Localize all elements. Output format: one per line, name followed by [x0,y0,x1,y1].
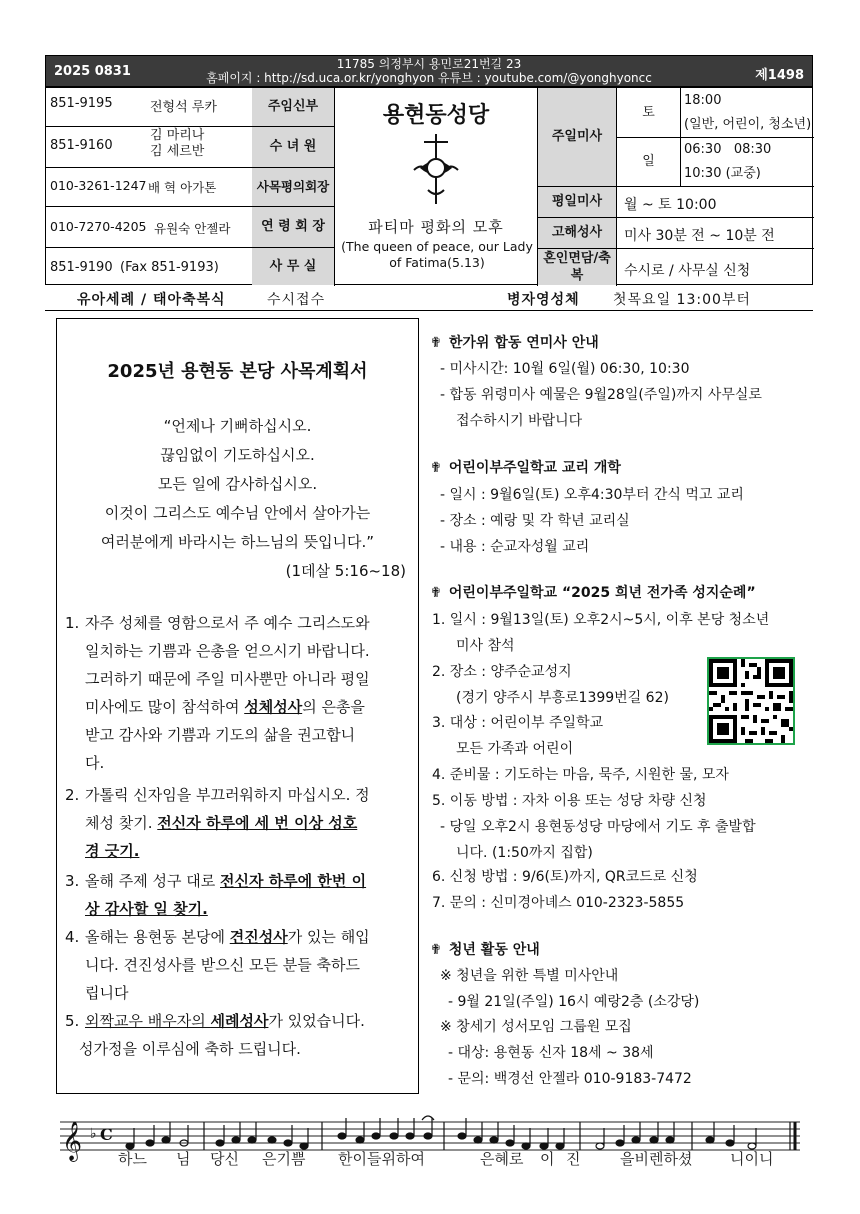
baptism-value: 수시접수 [267,292,326,308]
lyric-syllable: 님 [176,1150,191,1168]
notice-title: 어린이부주일학교 “2025 희년 전가족 성지순례” [448,585,756,601]
notice-line: 1. 일시 : 9월13일(토) 오후2시~5시, 이후 본당 청소년 [432,612,770,628]
church-name: 용현동성당 [382,103,490,128]
sunday-time: 06:30 08:30 [684,142,772,157]
address-line: 11785 의정부시 용민로21번길 23 [336,57,522,71]
notice-line: ※ 창세기 성서모임 그룹원 모집 [440,1019,632,1035]
plan-item-3: 3. 올해 주제 성구 대로 전신자 하루에 한번 이 상 감사할 일 찾기. [65,872,367,918]
column-divider [680,88,681,186]
patron-korean: 파티마 평화의 모후 [368,218,504,236]
saturday-label: 토 [616,88,680,137]
plan-text: 다. [85,754,105,772]
notice-pilgrimage-title [430,580,756,606]
plan-item-4: 4. 올해는 용현동 본당에 견진성사가 있는 해입 니다. 견진성사를 받으신 모든 분들 축하드 립니다 [65,928,370,1002]
lyric-syllable: 이 [540,1150,555,1168]
plan-text: 체성 찾기. [85,814,158,832]
plan-text: 자주 성체를 영함으로서 주 예수 그리스도와 [85,614,370,632]
weekday-mass-time: 월 ~ 토 10:00 [624,197,717,213]
contact-role: 수 녀 원 [252,127,334,167]
plan-highlight: 상 감사할 일 찾기. [85,900,208,918]
contact-role: 연 령 회 장 [252,207,334,247]
lyric-syllable: 한이들위하여 [338,1150,425,1168]
svg-text:C: C [100,1125,113,1144]
notice-line: - 내용 : 순교자성월 교리 [440,539,590,555]
row-divider [46,247,334,248]
saturday-note: (일반, 어린이, 청소년) [684,117,812,132]
notice-line: 니다. (1:50까지 집합) [456,845,593,861]
notice-title: 한가위 합동 연미사 안내 [448,335,599,351]
verse-line: 모든 일에 감사하십시오. [157,475,318,493]
notice-line: ※ 청년을 위한 특별 미사안내 [440,968,619,984]
verse-line: 여러분에게 바라시는 하느님의 뜻입니다.” [100,533,375,551]
notice-line: 7. 문의 : 신미경아녜스 010-2323-5855 [432,895,685,911]
saturday-time: 18:00 [684,93,722,108]
plan-text: 그러하기 때문에 주일 미사뿐만 아니라 평일 [85,670,370,688]
issue-header-bar [45,55,813,87]
lyric-syllable: 은기쁨 [262,1150,306,1168]
contact-name: 전형석 루카 [150,100,217,115]
plan-highlight: 전신자 하루에 한번 이 [220,872,367,890]
verse-line: “언제나 기뻐하십시오. [163,417,312,435]
plan-item-2: 2. 가톨릭 신자임을 부끄러워하지 마십시오. 정 체성 찾기. 전신자 하루에 세 번 이상 성호 경 긋기. [65,786,370,860]
contact-schedule-table [45,87,813,285]
pastoral-plan-title: 2025년 용현동 본당 사목계획서 [107,361,368,382]
baptism-label: 유아세례 / 태아축복식 [77,292,226,308]
contact-name: (Fax 851-9193) [120,260,219,275]
weekday-mass-label: 평일미사 [538,187,616,217]
notice-line: 모든 가족과 어린이 [456,741,574,757]
notice-line: 3. 대상 : 어린이부 주일학교 [432,715,604,731]
lyric-syllable: 당신 [210,1150,239,1168]
plan-highlight: 성체성사 [244,698,303,716]
cross-icon: ✟ [430,585,442,601]
pastoral-plan-box [56,318,419,1094]
notice-line: 접수하시기 바랍니다 [456,413,583,429]
wedding-label: 혼인면담/축복 [538,249,616,285]
plan-text: 올해는 용현동 본당에 [85,928,230,946]
sick-communion-value: 첫목요일 13:00부터 [613,292,751,308]
plan-text: 올해 주제 성구 대로 [85,872,220,890]
contact-name: 배 혁 아가톤 [148,180,217,195]
church-address [46,57,812,85]
notice-line: 5. 이동 방법 : 자차 이용 또는 성당 차량 신청 [432,793,707,809]
notice-youth-title [430,937,540,963]
notice-line: 6. 신청 방법 : 9/6(토)까지, QR코드로 신청 [432,869,698,885]
plan-highlight: 세례성사 [210,1012,269,1030]
row-divider [46,167,334,168]
contact-name: 김 마리나 김 세르반 [150,128,205,159]
plan-highlight: 경 긋기. [85,842,140,860]
issue-number: 제1498 [755,68,804,83]
contact-phone: 010-7270-4205 [50,219,147,234]
contact-phone: 851-9190 [50,260,113,275]
sick-communion-label: 병자영성체 [507,292,580,308]
plan-text: 립니다 [85,984,129,1002]
verse-reference: (1데살 5:16~18) [285,562,406,580]
contact-role: 사목평의회장 [252,168,334,206]
homepage-line: 홈페이지 : http://sd.uca.or.kr/yonghyon 유튜브 : youtube.com/@yonghyoncc [206,71,652,85]
sunday-mass-label: 주일미사 [538,88,616,186]
row-divider [46,206,334,207]
plan-highlight: 외짝교우 배우자의 [85,1012,211,1030]
sunday-time-main: 10:30 (교중) [684,166,761,181]
notice-title: 청년 활동 안내 [448,942,540,958]
plan-text: 일치하는 기쁨과 은총을 얻으시기 바랍니다. [85,642,370,660]
notice-line: - 장소 : 예랑 및 각 학년 교리실 [440,513,630,529]
lyric-syllable: 은혜로 [480,1150,524,1168]
plan-text: 의 은총을 [302,698,365,716]
plan-text: 미사에도 많이 참석하여 [85,698,245,716]
plan-highlight: 견진성사 [229,928,288,946]
cross-icon: ✟ [430,460,442,476]
notice-line: 미사 참석 [456,638,515,654]
confession-label: 고해성사 [538,218,616,248]
contact-role: 주임신부 [252,88,334,126]
plan-text: 성가정을 이루심에 축하 드립니다. [79,1040,301,1058]
patron-english: (The queen of peace, our Lady of Fatima(5.13) [341,239,533,270]
notice-line: 2. 장소 : 양주순교성지 [432,664,572,680]
notice-line: - 9월 21일(주일) 16시 예랑2층 (소강당) [448,994,700,1010]
sacrament-strip [45,285,813,311]
notice-line: (경기 양주시 부흥로1399번길 62) [456,690,669,706]
verse-line: 이것이 그리스도 예수님 안에서 살아가는 [104,504,371,522]
notice-line: - 일시 : 9월6일(토) 오후4:30부터 간식 먹고 교리 [440,487,744,503]
sunday-label: 일 [616,138,680,186]
notice-title: 어린이부주일학교 교리 개학 [448,460,621,476]
notice-line: - 대상: 용현동 신자 18세 ~ 38세 [448,1045,654,1061]
notice-line: - 미사시간: 10월 6일(월) 06:30, 10:30 [440,361,690,377]
column-divider [334,88,335,286]
row-divider [46,126,334,127]
plan-text: 가 있었습니다. [268,1012,365,1030]
cross-icon: ✟ [430,335,442,351]
svg-text:𝄞: 𝄞 [62,1121,83,1161]
contact-phone: 851-9160 [50,138,113,153]
contact-phone: 851-9195 [50,96,113,111]
verse-line: 끊임없이 기도하십시오. [160,446,315,464]
issue-date: 2025 0831 [54,64,131,79]
pilgrimage-qr-code[interactable] [707,657,795,745]
plan-text: 가톨릭 신자임을 부끄러워하지 마십시오. 정 [85,786,370,804]
plan-item-1: 1. 자주 성체를 영함으로서 주 예수 그리스도와 일치하는 기쁨과 은총을 얻으시기 바랍니다. 그러하기 때문에 주일 미사뿐만 아니라 평일 미사에도 많이 참석하여 성체성사의 은총을 받고 감사와 기쁨과 기도의 삶을 권고합니 다. [65,614,370,772]
lyric-syllable: 니이니 [730,1150,774,1168]
confession-time: 미사 30분 전 ~ 10분 전 [624,228,775,244]
plan-text: 가 있는 해입 [287,928,370,946]
lyric-syllable: 을비렌하셨 [620,1150,693,1168]
lyric-syllable: 하느 [118,1150,147,1168]
notice-line: - 합동 위령미사 예물은 9월28일(주일)까지 사무실로 [440,387,762,403]
contact-phone: 010-3261-1247 [50,178,147,193]
notice-chuseok-title [430,330,599,356]
plan-highlight: 전신자 하루에 세 번 이상 성호 [157,814,358,832]
plan-text: 니다. 견진성사를 받으신 모든 분들 축하드 [85,956,360,974]
plan-text: 받고 감사와 기쁨과 기도의 삶을 권고합니 [85,726,356,744]
wedding-value: 수시로 / 사무실 신청 [624,263,751,279]
contact-role: 사 무 실 [252,248,334,285]
notice-line: 4. 준비물 : 기도하는 마음, 묵주, 시원한 물, 모자 [432,767,729,783]
lyric-syllable: 진 [566,1150,581,1168]
qr-code-icon [709,659,793,743]
svg-text:♭: ♭ [90,1126,97,1142]
cross-icon: ✟ [430,942,442,958]
parish-emblem-icon [410,134,462,206]
plan-item-5: 5. 외짝교우 배우자의 세례성사가 있었습니다. [65,1012,365,1030]
notice-line: - 당일 오후2시 용현동성당 마당에서 기도 후 출발합 [440,819,756,835]
notice-line: - 문의: 백경선 안젤라 010-9183-7472 [448,1071,692,1087]
contact-name: 유원숙 안젤라 [154,221,231,236]
column-divider [616,186,617,286]
notice-school-title [430,455,621,481]
